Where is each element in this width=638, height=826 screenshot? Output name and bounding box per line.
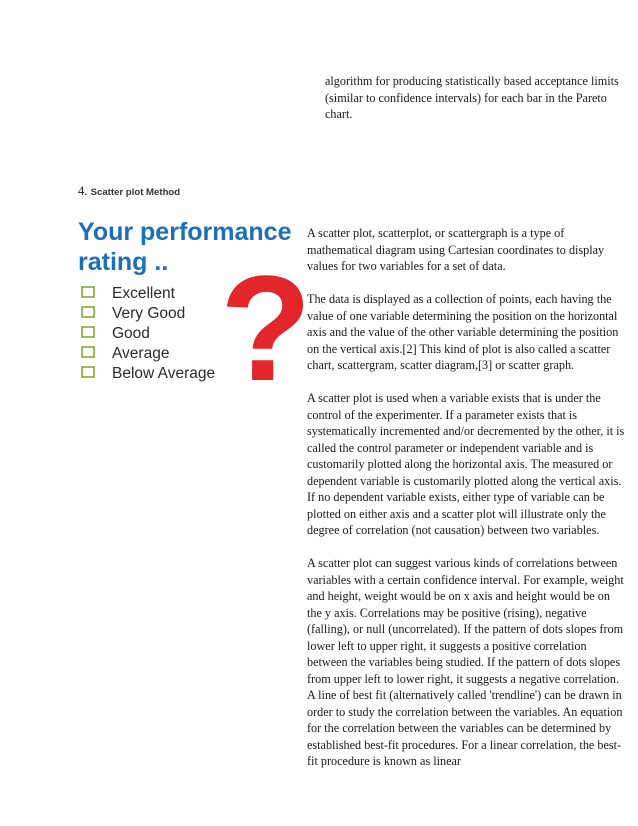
paragraph-definition: A scatter plot, scatterplot, or scattergraph is a type of mathematical diagram using Cartesian coordinates to display values for two variables for a set of data. xyxy=(307,226,605,273)
rating-heading-line2: rating .. xyxy=(78,248,169,276)
rating-option-label: Good xyxy=(112,325,150,342)
question-mark-icon: ? xyxy=(220,244,312,412)
paragraph-correlations: A scatter plot can suggest various kinds of correlations between variables with a certain confidence interval. For example, weight and height, weight would be on x axis and height would be on the y axis. Correlations may be positive (rising), negative (falling), or null (uncorrelated). If the pattern of dots slopes from lower left to upper right, it suggests a positive correlation between the variables being studied. If the pattern of dots slopes from upper left to lower right, it suggests a negative correlation. A line of best fit (alternatively called 'trendline') can be drawn in order to study the correlation between the variables. An equation for the correlation between the variables can be determined by established best-fit procedures. For a linear correlation, the best-fit procedure is known as linear xyxy=(307,556,624,768)
rating-option-label: Below Average xyxy=(112,365,216,382)
checkbox-icon xyxy=(82,367,94,377)
checkbox-icon xyxy=(82,327,94,337)
performance-rating-image xyxy=(78,212,312,412)
paragraph-data-display: The data is displayed as a collection of points, each having the value of one variable determining the position on the horizontal axis and the value of the other variable determining the position on the vertical axis.[2] This kind of plot is also called a scatter chart, scattergram, scatter diagram,[3] or scatter graph. xyxy=(307,292,619,372)
paragraph-usage: A scatter plot is used when a variable exists that is under the control of the experimenter. If a parameter exists that is systematically incremented and/or decremented by the other, it is called the control parameter or independent variable and is customarily plotted along the horizontal axis. The measured or dependent variable is customarily plotted along the vertical axis. If no dependent variable exists, either type of variable can be plotted on either axis and a scatter plot will illustrate only the degree of correlation (not causation) between two variables. xyxy=(307,391,625,537)
section-title: Scatter plot Method xyxy=(90,187,181,198)
rating-option-below-average xyxy=(82,365,215,382)
rating-option-very-good xyxy=(82,305,185,322)
rating-option-label: Very Good xyxy=(112,305,186,322)
rating-option-average xyxy=(82,345,169,362)
rating-option-list xyxy=(82,285,215,382)
rating-heading-line1: Your performance xyxy=(78,218,292,246)
rating-option-excellent xyxy=(82,285,176,302)
checkbox-icon xyxy=(82,287,94,297)
section-number: 4. xyxy=(78,184,88,198)
section-heading xyxy=(78,183,180,201)
continued-paragraph: algorithm for producing statistically based acceptance limits (similar to confidence intervals) for each bar in the Pareto chart. xyxy=(325,74,619,121)
rating-option-label: Excellent xyxy=(112,285,175,302)
rating-option-label: Average xyxy=(112,345,170,362)
checkbox-icon xyxy=(82,307,94,317)
rating-option-good xyxy=(82,325,150,342)
checkbox-icon xyxy=(82,347,94,357)
body-text-column xyxy=(307,225,625,786)
